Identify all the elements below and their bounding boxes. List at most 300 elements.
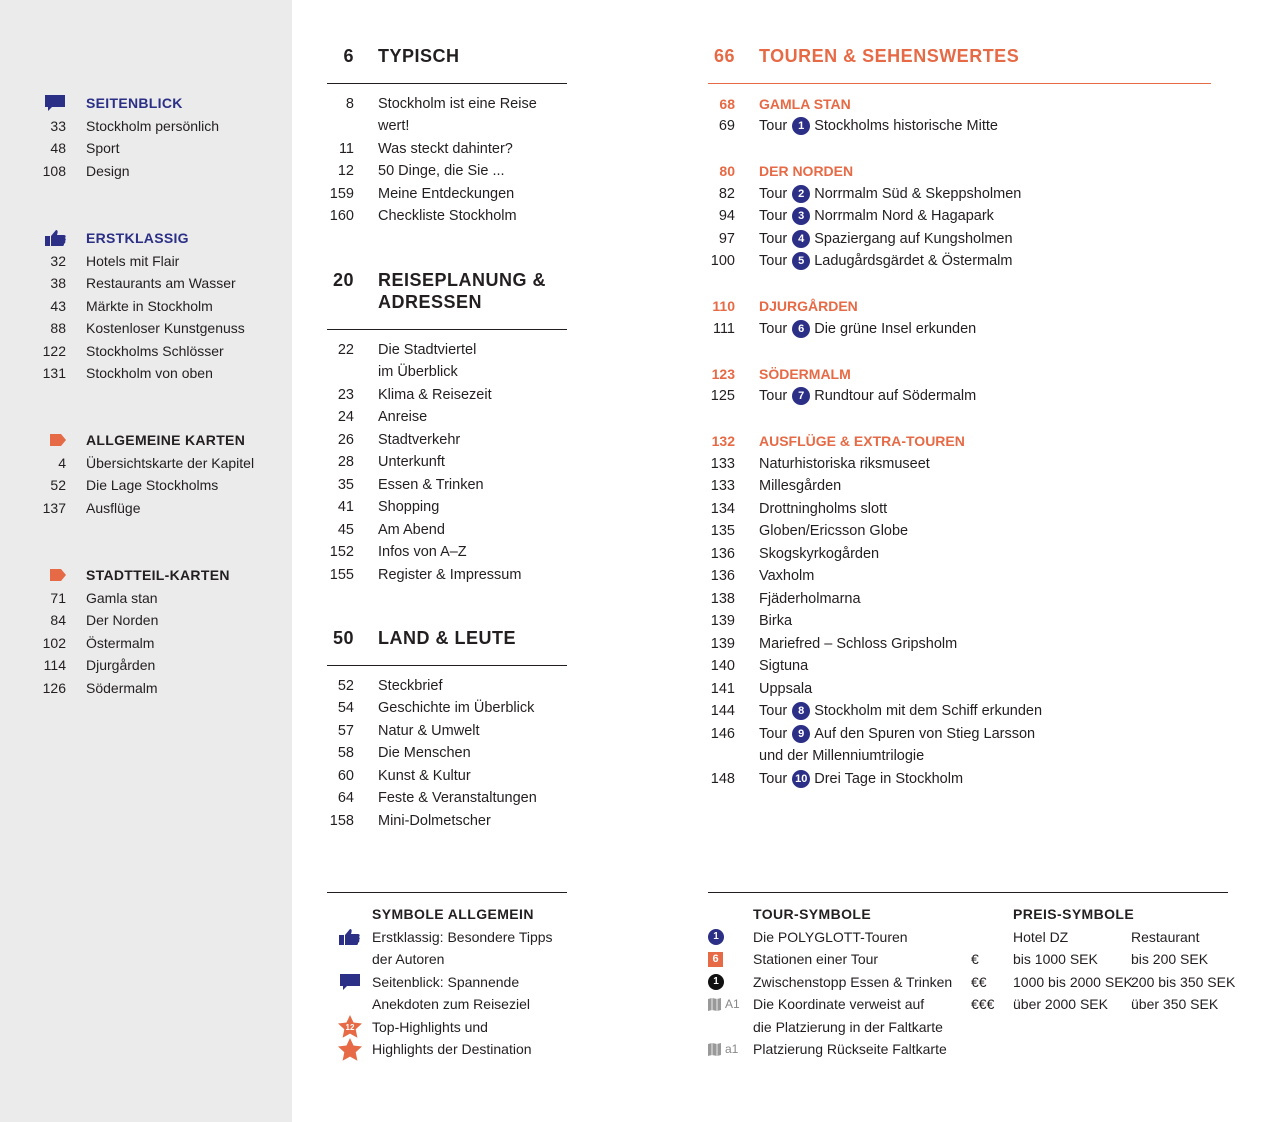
toc-entry[interactable] — [327, 384, 567, 407]
restaurant-price: 200 bis 350 SEK — [1131, 973, 1236, 990]
legend-text: Erstklassig: Besondere Tipps — [372, 928, 553, 945]
entry-line — [759, 588, 861, 611]
subsection-heading[interactable] — [708, 160, 1211, 183]
tour-number-icon: 1 — [708, 929, 724, 945]
sidebar-item[interactable] — [0, 474, 292, 497]
tour-number-icon: 8 — [792, 702, 810, 720]
speech-bubble-icon — [44, 94, 66, 112]
legend-item — [327, 948, 567, 971]
entry-text: Mariefred – Schloss Gripsholm — [759, 635, 958, 652]
page-number: 136 — [710, 568, 735, 584]
page-number: 54 — [337, 700, 354, 716]
tour-number-icon: 7 — [792, 387, 810, 405]
subsection-heading[interactable] — [708, 93, 1211, 116]
item-label: Stockholm von oben — [86, 365, 213, 381]
hotel-price: bis 1000 SEK — [1013, 951, 1098, 967]
map-tag-icon — [50, 434, 66, 446]
icon-cell — [327, 1038, 372, 1061]
page-number: 82 — [718, 185, 735, 202]
item-label: Märkte in Stockholm — [86, 297, 213, 314]
legend-item — [708, 1038, 1228, 1061]
entry-title — [354, 787, 537, 810]
entry-title — [735, 543, 879, 566]
thumbs-up-icon — [339, 928, 360, 946]
toc-entry[interactable] — [708, 655, 1211, 678]
svg-text:12: 12 — [345, 1023, 354, 1033]
toc-entry[interactable] — [327, 339, 567, 384]
sidebar-group-title: ALLGEMEINE KARTEN — [86, 432, 246, 448]
item-label: Gamla stan — [86, 589, 158, 606]
toc-section — [327, 627, 567, 832]
toc-subsection — [708, 160, 1211, 273]
item-label: Restaurants am Wasser — [86, 275, 236, 291]
legend-text: Top-Highlights und — [372, 1018, 488, 1035]
sidebar-item[interactable] — [0, 317, 292, 340]
entry-line — [759, 543, 879, 566]
entry-line — [759, 723, 1035, 746]
sidebar-group-erstklassig — [0, 227, 292, 385]
subsection-title: GAMLA STAN — [759, 95, 851, 112]
sidebar-item[interactable] — [0, 677, 292, 700]
icon-cell — [0, 92, 66, 115]
entry-text: Norrmalm Süd & Skeppsholmen — [814, 185, 1022, 202]
page-number: 41 — [337, 499, 354, 515]
item-label: Der Norden — [86, 612, 159, 628]
top-highlight-star-icon — [338, 1015, 362, 1038]
toc-subsection — [708, 430, 1211, 790]
toc-entry[interactable] — [327, 765, 567, 788]
speech-bubble-icon — [339, 973, 361, 991]
entry-title — [735, 385, 976, 408]
toc-entry[interactable] — [708, 588, 1211, 611]
page-number: 8 — [345, 95, 354, 112]
hotel-price: 1000 bis 2000 SEK — [1013, 973, 1133, 990]
entry-title — [735, 228, 1013, 251]
page-number: 134 — [710, 500, 735, 517]
page-number: 33 — [50, 117, 66, 134]
sidebar-item[interactable] — [0, 295, 292, 318]
toc-entry[interactable] — [708, 610, 1211, 633]
toc-entry[interactable] — [327, 205, 567, 228]
tour-prefix: Tour — [759, 230, 788, 247]
page-number: 133 — [710, 455, 735, 472]
toc-entry[interactable] — [327, 160, 567, 183]
item-label: Kostenloser Kunstgenuss — [86, 320, 245, 336]
entry-line — [759, 655, 808, 678]
entry-line: Meine Entdeckungen — [378, 185, 515, 202]
header-restaurant: Restaurant — [1131, 928, 1200, 945]
legend-title: TOUR-SYMBOLE — [753, 906, 872, 922]
entry-title — [735, 205, 994, 228]
toc-entry[interactable] — [708, 543, 1211, 566]
entry-text: Fjäderholmarna — [759, 590, 861, 607]
price-symbol: €€ — [971, 973, 987, 990]
sidebar-item[interactable] — [0, 250, 292, 273]
section-items — [327, 675, 567, 833]
sidebar-group-allgemeine-karten — [0, 429, 292, 519]
toc-entry[interactable] — [327, 138, 567, 161]
toc-entry[interactable] — [327, 541, 567, 564]
entry-text: Birka — [759, 613, 793, 629]
entry-title — [735, 610, 792, 633]
page-number: 35 — [337, 476, 354, 493]
entry-title — [735, 498, 887, 521]
page-number: 64 — [337, 790, 354, 806]
toc-entry[interactable] — [708, 498, 1211, 521]
entry-text: Drottningholms slott — [759, 500, 888, 517]
legend-text: Highlights der Destination — [372, 1041, 532, 1057]
subsection-title: SÖDERMALM — [759, 365, 851, 382]
toc-entry[interactable] — [327, 742, 567, 765]
price-title-row — [971, 903, 1231, 926]
section-title — [354, 627, 516, 650]
subsection-title: AUSFLÜGE & EXTRA-TOUREN — [759, 433, 965, 449]
page-number: 159 — [329, 185, 354, 202]
section-heading — [708, 45, 1211, 84]
subsection-heading[interactable] — [708, 295, 1211, 318]
page-number: 28 — [337, 454, 354, 470]
toc-subsection — [708, 93, 1211, 138]
entry-title — [354, 138, 513, 161]
item-label: Stockholm persönlich — [86, 117, 220, 134]
toc-entry[interactable] — [708, 228, 1211, 251]
restaurant-price: über 350 SEK — [1131, 996, 1219, 1012]
subsection-page: 123 — [711, 365, 735, 382]
entry-text: Naturhistoriska riksmuseet — [759, 455, 930, 472]
tour-number-icon: 1 — [792, 117, 810, 135]
entry-text: Norrmalm Nord & Hagapark — [814, 208, 994, 224]
sidebar-item[interactable] — [0, 115, 292, 138]
title-line: LAND & LEUTE — [378, 628, 516, 648]
toc-entry[interactable] — [708, 768, 1211, 791]
page-number: 88 — [50, 320, 66, 336]
entry-title — [354, 519, 445, 542]
sidebar-item[interactable] — [0, 654, 292, 677]
entry-title — [354, 160, 505, 183]
subsection-title: DJURGÅRDEN — [759, 298, 858, 314]
sidebar-item[interactable] — [0, 137, 292, 160]
star-icon — [338, 1038, 362, 1061]
page-number: 38 — [50, 275, 66, 291]
entry-line: Die Menschen — [378, 745, 471, 761]
entry-text: Ladugårdsgärdet & Östermalm — [814, 253, 1013, 269]
page-number: 26 — [337, 431, 354, 448]
entry-text: Skogskyrkogården — [759, 545, 880, 562]
entry-text: Uppsala — [759, 680, 813, 697]
toc-entry[interactable] — [327, 93, 567, 138]
toc-entry[interactable] — [327, 697, 567, 720]
page-number: 4 — [58, 454, 66, 471]
tour-number-icon: 10 — [792, 770, 810, 788]
page-number: 23 — [337, 386, 354, 403]
toc-section — [327, 269, 567, 587]
page-number: 94 — [718, 208, 735, 224]
sidebar-group-seitenblick — [0, 92, 292, 182]
toc-entry[interactable] — [708, 520, 1211, 543]
page-number: 152 — [329, 544, 354, 560]
title-line: REISEPLANUNG & — [378, 269, 547, 290]
toc-entry[interactable] — [327, 675, 567, 698]
legend-text: der Autoren — [372, 951, 445, 967]
page-number: 69 — [718, 118, 735, 134]
legend-item — [327, 926, 567, 949]
entry-title — [354, 810, 491, 833]
entry-text: Globen/Ericsson Globe — [759, 523, 909, 539]
page-number: 138 — [710, 590, 735, 607]
page-number: 97 — [718, 230, 735, 247]
sidebar-item[interactable] — [0, 587, 292, 610]
header-hotel: Hotel DZ — [1013, 928, 1069, 945]
entry-line — [759, 498, 887, 521]
entry-title — [735, 475, 841, 498]
entry-line — [759, 475, 841, 498]
toc-entry[interactable] — [327, 720, 567, 743]
sidebar-item[interactable] — [0, 160, 292, 183]
toc-entry[interactable] — [708, 453, 1211, 476]
entry-title — [735, 588, 861, 611]
entry-text: Spaziergang auf Kungsholmen — [814, 230, 1013, 247]
page-number: 111 — [712, 320, 735, 337]
page-number: 137 — [42, 499, 66, 516]
entry-text: Stockholm mit dem Schiff erkunden — [814, 703, 1043, 719]
map-tag-icon — [50, 569, 66, 581]
spacer — [327, 903, 372, 926]
legend-text: Zwischenstopp Essen & Trinken — [753, 973, 953, 990]
legend-item — [327, 1038, 567, 1061]
sidebar-item[interactable] — [0, 272, 292, 295]
page-number: 114 — [43, 657, 66, 673]
tour-prefix: Tour — [759, 725, 788, 742]
entry-title — [735, 700, 1042, 723]
toc-entry[interactable] — [327, 183, 567, 206]
price-header-row — [971, 926, 1231, 949]
page-number: 102 — [42, 634, 66, 651]
entry-line — [759, 610, 792, 633]
tour-prefix: Tour — [759, 703, 788, 719]
section-heading — [327, 627, 567, 666]
entry-line — [759, 633, 957, 656]
page-number: 148 — [710, 770, 735, 787]
subsection-heading[interactable] — [708, 430, 1211, 453]
entry-line: Stadtverkehr — [378, 431, 461, 448]
entry-line: Essen & Trinken — [378, 476, 484, 493]
page-number: 24 — [337, 409, 354, 425]
toc-entry[interactable] — [327, 406, 567, 429]
legend-item — [327, 993, 567, 1016]
sidebar — [0, 0, 292, 1122]
toc-entry[interactable] — [708, 183, 1211, 206]
tour-prefix: Tour — [759, 320, 788, 337]
tour-prefix: Tour — [759, 208, 788, 224]
entry-text: und der Millenniumtrilogie — [759, 748, 925, 764]
toc-subsection — [708, 363, 1211, 408]
entry-title — [354, 474, 484, 497]
entry-title — [735, 183, 1021, 206]
toc-entry[interactable] — [708, 475, 1211, 498]
tour-number-icon: 5 — [792, 252, 810, 270]
title-line: TYPISCH — [378, 46, 460, 66]
toc-entry[interactable] — [327, 429, 567, 452]
section-title — [354, 269, 546, 314]
section-page: 50 — [332, 628, 354, 648]
section-title — [354, 45, 460, 68]
toc-right-column — [708, 45, 1211, 813]
item-label: Djurgården — [86, 657, 156, 673]
entry-line — [759, 385, 976, 408]
icon-cell — [0, 429, 66, 452]
icon-cell — [327, 1016, 372, 1039]
sidebar-item[interactable] — [0, 452, 292, 475]
subsection-page: 110 — [712, 298, 735, 314]
entry-title — [735, 250, 1012, 273]
toc-entry[interactable] — [708, 633, 1211, 656]
page-number: 52 — [50, 477, 66, 493]
legend-text: die Platzierung in der Faltkarte — [753, 1018, 943, 1035]
spacer — [971, 903, 1013, 926]
page-number: 133 — [710, 478, 735, 494]
icon-cell — [708, 926, 753, 949]
item-label: Design — [86, 162, 130, 179]
entry-title — [354, 406, 427, 429]
page-number: 108 — [42, 162, 66, 179]
entry-line: Infos von A–Z — [378, 544, 467, 560]
sidebar-group-title: ERSTKLASSIG — [86, 230, 189, 246]
entry-text: Auf den Spuren von Stieg Larsson — [814, 725, 1036, 742]
map-icon: A1 — [708, 993, 740, 1016]
sidebar-item[interactable] — [0, 340, 292, 363]
page-number: 139 — [710, 613, 735, 629]
legend-item — [708, 1016, 1228, 1039]
page-number: 126 — [42, 679, 66, 696]
tour-number-icon: 2 — [792, 185, 810, 203]
entry-line: Feste & Veranstaltungen — [378, 790, 537, 806]
toc-entry[interactable] — [327, 810, 567, 833]
legend-title: SYMBOLE ALLGEMEIN — [372, 906, 534, 922]
entry-line — [759, 453, 930, 476]
sidebar-group-header — [0, 92, 292, 115]
entry-title — [354, 564, 521, 587]
entry-line: Klima & Reisezeit — [378, 386, 492, 403]
entry-title — [354, 765, 471, 788]
toc-entry[interactable] — [327, 451, 567, 474]
entry-title — [735, 655, 808, 678]
entry-title — [354, 429, 460, 452]
entry-title — [735, 453, 930, 476]
entry-line: Mini-Dolmetscher — [378, 812, 491, 829]
entry-title — [354, 720, 480, 743]
entry-line — [759, 520, 908, 543]
page-number: 45 — [337, 521, 354, 538]
entry-title — [354, 339, 476, 384]
sidebar-item[interactable] — [0, 632, 292, 655]
toc-entry[interactable] — [327, 787, 567, 810]
legend-text: Seitenblick: Spannende — [372, 973, 520, 990]
toc-subsection — [708, 295, 1211, 340]
sidebar-group-title: SEITENBLICK — [86, 95, 183, 111]
icon-cell — [708, 948, 753, 971]
tour-prefix: Tour — [759, 388, 788, 404]
toc-entry[interactable] — [708, 250, 1211, 273]
entry-title — [354, 742, 471, 765]
subsection-page: 68 — [719, 95, 735, 112]
section-items — [708, 93, 1211, 791]
sidebar-item[interactable] — [0, 609, 292, 632]
price-symbols — [971, 903, 1236, 1016]
entry-line — [759, 228, 1013, 251]
icon-cell — [708, 1016, 753, 1039]
page-number: 11 — [338, 140, 354, 157]
entry-text: Sigtuna — [759, 658, 809, 674]
item-label: Östermalm — [86, 634, 155, 651]
page-number: 135 — [710, 523, 735, 539]
toc-entry[interactable] — [327, 519, 567, 542]
entry-title — [354, 205, 517, 228]
page-number: 100 — [710, 253, 735, 269]
toc-entry[interactable] — [708, 723, 1211, 768]
price-row — [971, 993, 1231, 1016]
entry-line: Was steckt dahinter? — [378, 140, 513, 157]
entry-title — [735, 520, 908, 543]
icon-cell — [327, 948, 372, 971]
entry-line: Checkliste Stockholm — [378, 208, 517, 224]
entry-line — [759, 678, 812, 701]
thumbs-up-icon — [45, 229, 66, 247]
item-label: Die Lage Stockholms — [86, 477, 219, 493]
entry-line — [759, 115, 998, 138]
entry-line: Die Stadtviertel — [378, 341, 477, 358]
toc-entry[interactable] — [708, 700, 1211, 723]
subsection-heading[interactable] — [708, 363, 1211, 386]
toc-section — [327, 45, 567, 228]
toc-entry[interactable] — [708, 115, 1211, 138]
entry-line — [759, 565, 814, 588]
entry-title — [735, 678, 812, 701]
toc-entry[interactable] — [327, 564, 567, 587]
toc-entry[interactable] — [327, 474, 567, 497]
entry-title — [735, 633, 957, 656]
tour-prefix: Tour — [759, 770, 788, 787]
entry-line: Natur & Umwelt — [378, 722, 480, 739]
toc-entry[interactable] — [708, 678, 1211, 701]
entry-title — [735, 565, 814, 588]
entry-line: Stockholm ist eine Reise — [378, 95, 537, 112]
page-number: 71 — [50, 589, 66, 606]
entry-title — [735, 115, 998, 138]
icon-cell — [0, 227, 66, 250]
page-number: 122 — [42, 342, 66, 359]
entry-text: Millesgården — [759, 478, 842, 494]
entry-title — [354, 697, 534, 720]
page-number: 12 — [337, 163, 354, 179]
sidebar-group-header — [0, 227, 292, 250]
toc-entry[interactable] — [327, 496, 567, 519]
sidebar-item[interactable] — [0, 362, 292, 385]
entry-line: Geschichte im Überblick — [378, 700, 535, 716]
toc-entry[interactable] — [708, 205, 1211, 228]
toc-entry[interactable] — [708, 385, 1211, 408]
entry-line: wert! — [378, 118, 410, 134]
page-number: 22 — [337, 341, 354, 358]
entry-text: Vaxholm — [759, 568, 815, 584]
toc-entry[interactable] — [708, 565, 1211, 588]
entry-title — [354, 496, 439, 519]
page-number: 84 — [50, 612, 66, 628]
tour-prefix: Tour — [759, 185, 788, 202]
sidebar-item[interactable] — [0, 497, 292, 520]
entry-title — [354, 541, 467, 564]
item-label: Übersichtskarte der Kapitel — [86, 454, 255, 471]
toc-entry[interactable] — [708, 318, 1211, 341]
